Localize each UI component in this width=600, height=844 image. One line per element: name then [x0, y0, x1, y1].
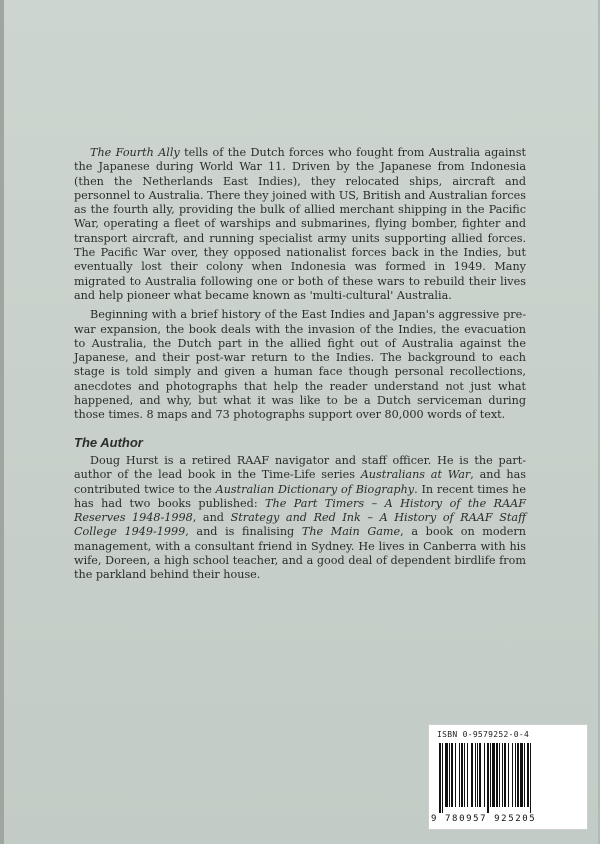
isbn-label: ISBN 0-9579252-0-4: [437, 730, 530, 739]
author-text-5: , and is finalising: [185, 525, 302, 539]
author-text-6: , a book on modern management, with a consultant friend in Sydney. He lives in Canberra with his wife, Doreen, a high school teacher, and a good deal of dependent birdlife from the parkland behind their house.: [74, 525, 526, 582]
series-title: Australians at War: [360, 468, 471, 482]
book-title-main-game: The Main Game: [301, 525, 401, 539]
isbn-barcode-panel: [428, 724, 588, 830]
author-text-4: , and: [192, 511, 231, 525]
author-text-2: , and has contributed twice to the: [74, 468, 526, 496]
barcode-icon: [435, 743, 581, 813]
back-cover-text: [74, 146, 526, 583]
author-text-3: . In recent times he has had two books published:: [74, 482, 526, 510]
author-paragraph: [74, 454, 526, 583]
barcode-digits: 9 780957 925205: [431, 814, 537, 824]
book-title-part-timers: The Part Timers – A History of the RAAF Reserves 1948-1998: [74, 496, 527, 525]
blurb-paragraph-1: [74, 146, 526, 303]
author-text-1: Doug Hurst is a retired RAAF navigator and staff officer. He is the part-author of the lead book in the Time-Life series: [74, 453, 526, 482]
book-title-strategy: Strategy and Red Ink – A History of RAAF Staff College 1949-1999: [74, 511, 526, 539]
book-title: The Fourth Ally: [90, 146, 180, 159]
blurb-text-1: tells of the Dutch forces who fought from Australia against the Japanese during World War 11. Driven by the Japanese from Indonesia (then the Netherlands East Indies), they relocated ships, aircraft and personnel to Australia. There they joined with US, British and Australian forces as the fourth ally, providing the bulk of allied merchant shipping in the Pacific War, operating a fleet of warships and submarines, flying bomber, fighter and transport aircraft, and running specialist army units supporting allied forces. The Pacific War over, they opposed nationalist forces back in the Indies, but eventually lost their colony when Indonesia was formed in 1949. Many migrated to Australia following one or both of these wars to rebuild their lives and help pioneer what became known as 'multi-cultural' Australia.: [74, 146, 526, 302]
page-edge-left: [0, 0, 4, 844]
dictionary-title: Australian Dictionary of Biography: [215, 482, 415, 496]
blurb-paragraph-2: Beginning with a brief history of the East Indies and Japan's aggressive pre-war expansion, the book deals with the invasion of the Indies, the evacuation to Australia, the Dutch part in the allied fight out of Australia against the Japanese, and their post-war return to the Indies. The background to each stage is told simply and given a human face though personal recollections, anecdotes and photographs that help the reader understand not just what happened, and why, but what it was like to be a Dutch serviceman during those times. 8 maps and 73 photographs support over 80,000 words of text.: [74, 308, 526, 422]
author-heading: The Author: [74, 434, 143, 450]
